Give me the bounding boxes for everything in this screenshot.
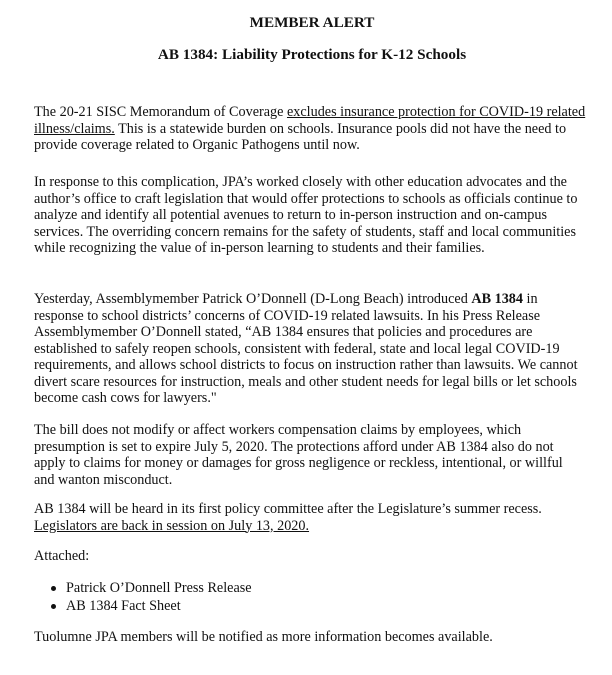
paragraph-coverage-tail: This is a statewide burden on schools. Insurance pools did not have the need to provide coverage related to Organic Pathogens until now. (34, 120, 567, 153)
attachment-list (34, 580, 586, 616)
paragraph-introduction-lead: Yesterday, Assemblymember Patrick O’Donnell (D-Long Beach) introduced (34, 291, 472, 307)
paragraph-schedule (34, 501, 586, 534)
paragraph-coverage (34, 104, 586, 154)
paragraph-introduction-body: in response to school districts’ concerns of COVID-19 related lawsuits. In his Press Release Assemblymember O’Donnell stated, “AB 1384 ensures that policies and procedures are established to safely reopen schools, consistent with federal, state and local legal COVID-19 requirements, and allows school districts to focus on instruction rather than lawsuits. We cannot divert scare resources for instruction, meals and other student needs for legal bills or let schools become cash cows for lawyers." (34, 291, 578, 406)
paragraph-scope: The bill does not modify or affect workers compensation claims by employees, which presumption is set to expire July 5, 2020. The protections afford under AB 1384 also do not apply to claims for money or damages for gross negligence or reckless, intentional, or willful and wanton misconduct. (34, 422, 563, 488)
paragraph-schedule-lead: AB 1384 will be heard in its first policy committee after the Legislature’s summer recess. (34, 501, 542, 517)
session-date-link[interactable]: Legislators are back in session on July 13, 2020. (34, 517, 310, 534)
attachment-item-label: Patrick O’Donnell Press Release (66, 580, 252, 596)
closing-note: Tuolumne JPA members will be notified as more information becomes available. (34, 629, 493, 645)
exclusion-link[interactable]: excludes insurance protection for COVID-19 related illness/claims. (34, 104, 586, 137)
paragraph-coverage-lead: The 20-21 SISC Memorandum of Coverage (34, 104, 287, 120)
attached-label: Attached: (34, 548, 90, 564)
attachment-item[interactable] (34, 598, 586, 616)
page-title: MEMBER ALERT (249, 14, 375, 31)
bullet-icon (51, 586, 56, 591)
bill-number: AB 1384 (471, 291, 523, 307)
page-subtitle: AB 1384: Liability Protections for K-12 Schools (157, 46, 467, 63)
attachment-item[interactable] (34, 580, 586, 598)
bullet-icon (51, 604, 56, 609)
attachment-item-label: AB 1384 Fact Sheet (66, 598, 181, 614)
paragraph-introduction (34, 291, 586, 407)
paragraph-response: In response to this complication, JPA’s worked closely with other education advocates and the author’s office to craft legislation that would offer protections to schools as officials continue to analyze and identify all potential avenues to return to in-person instruction and on-campus services. The overriding concern remains for the safety of students, staff and local communities while recognizing the value of in-person learning to students and their families. (34, 174, 578, 256)
